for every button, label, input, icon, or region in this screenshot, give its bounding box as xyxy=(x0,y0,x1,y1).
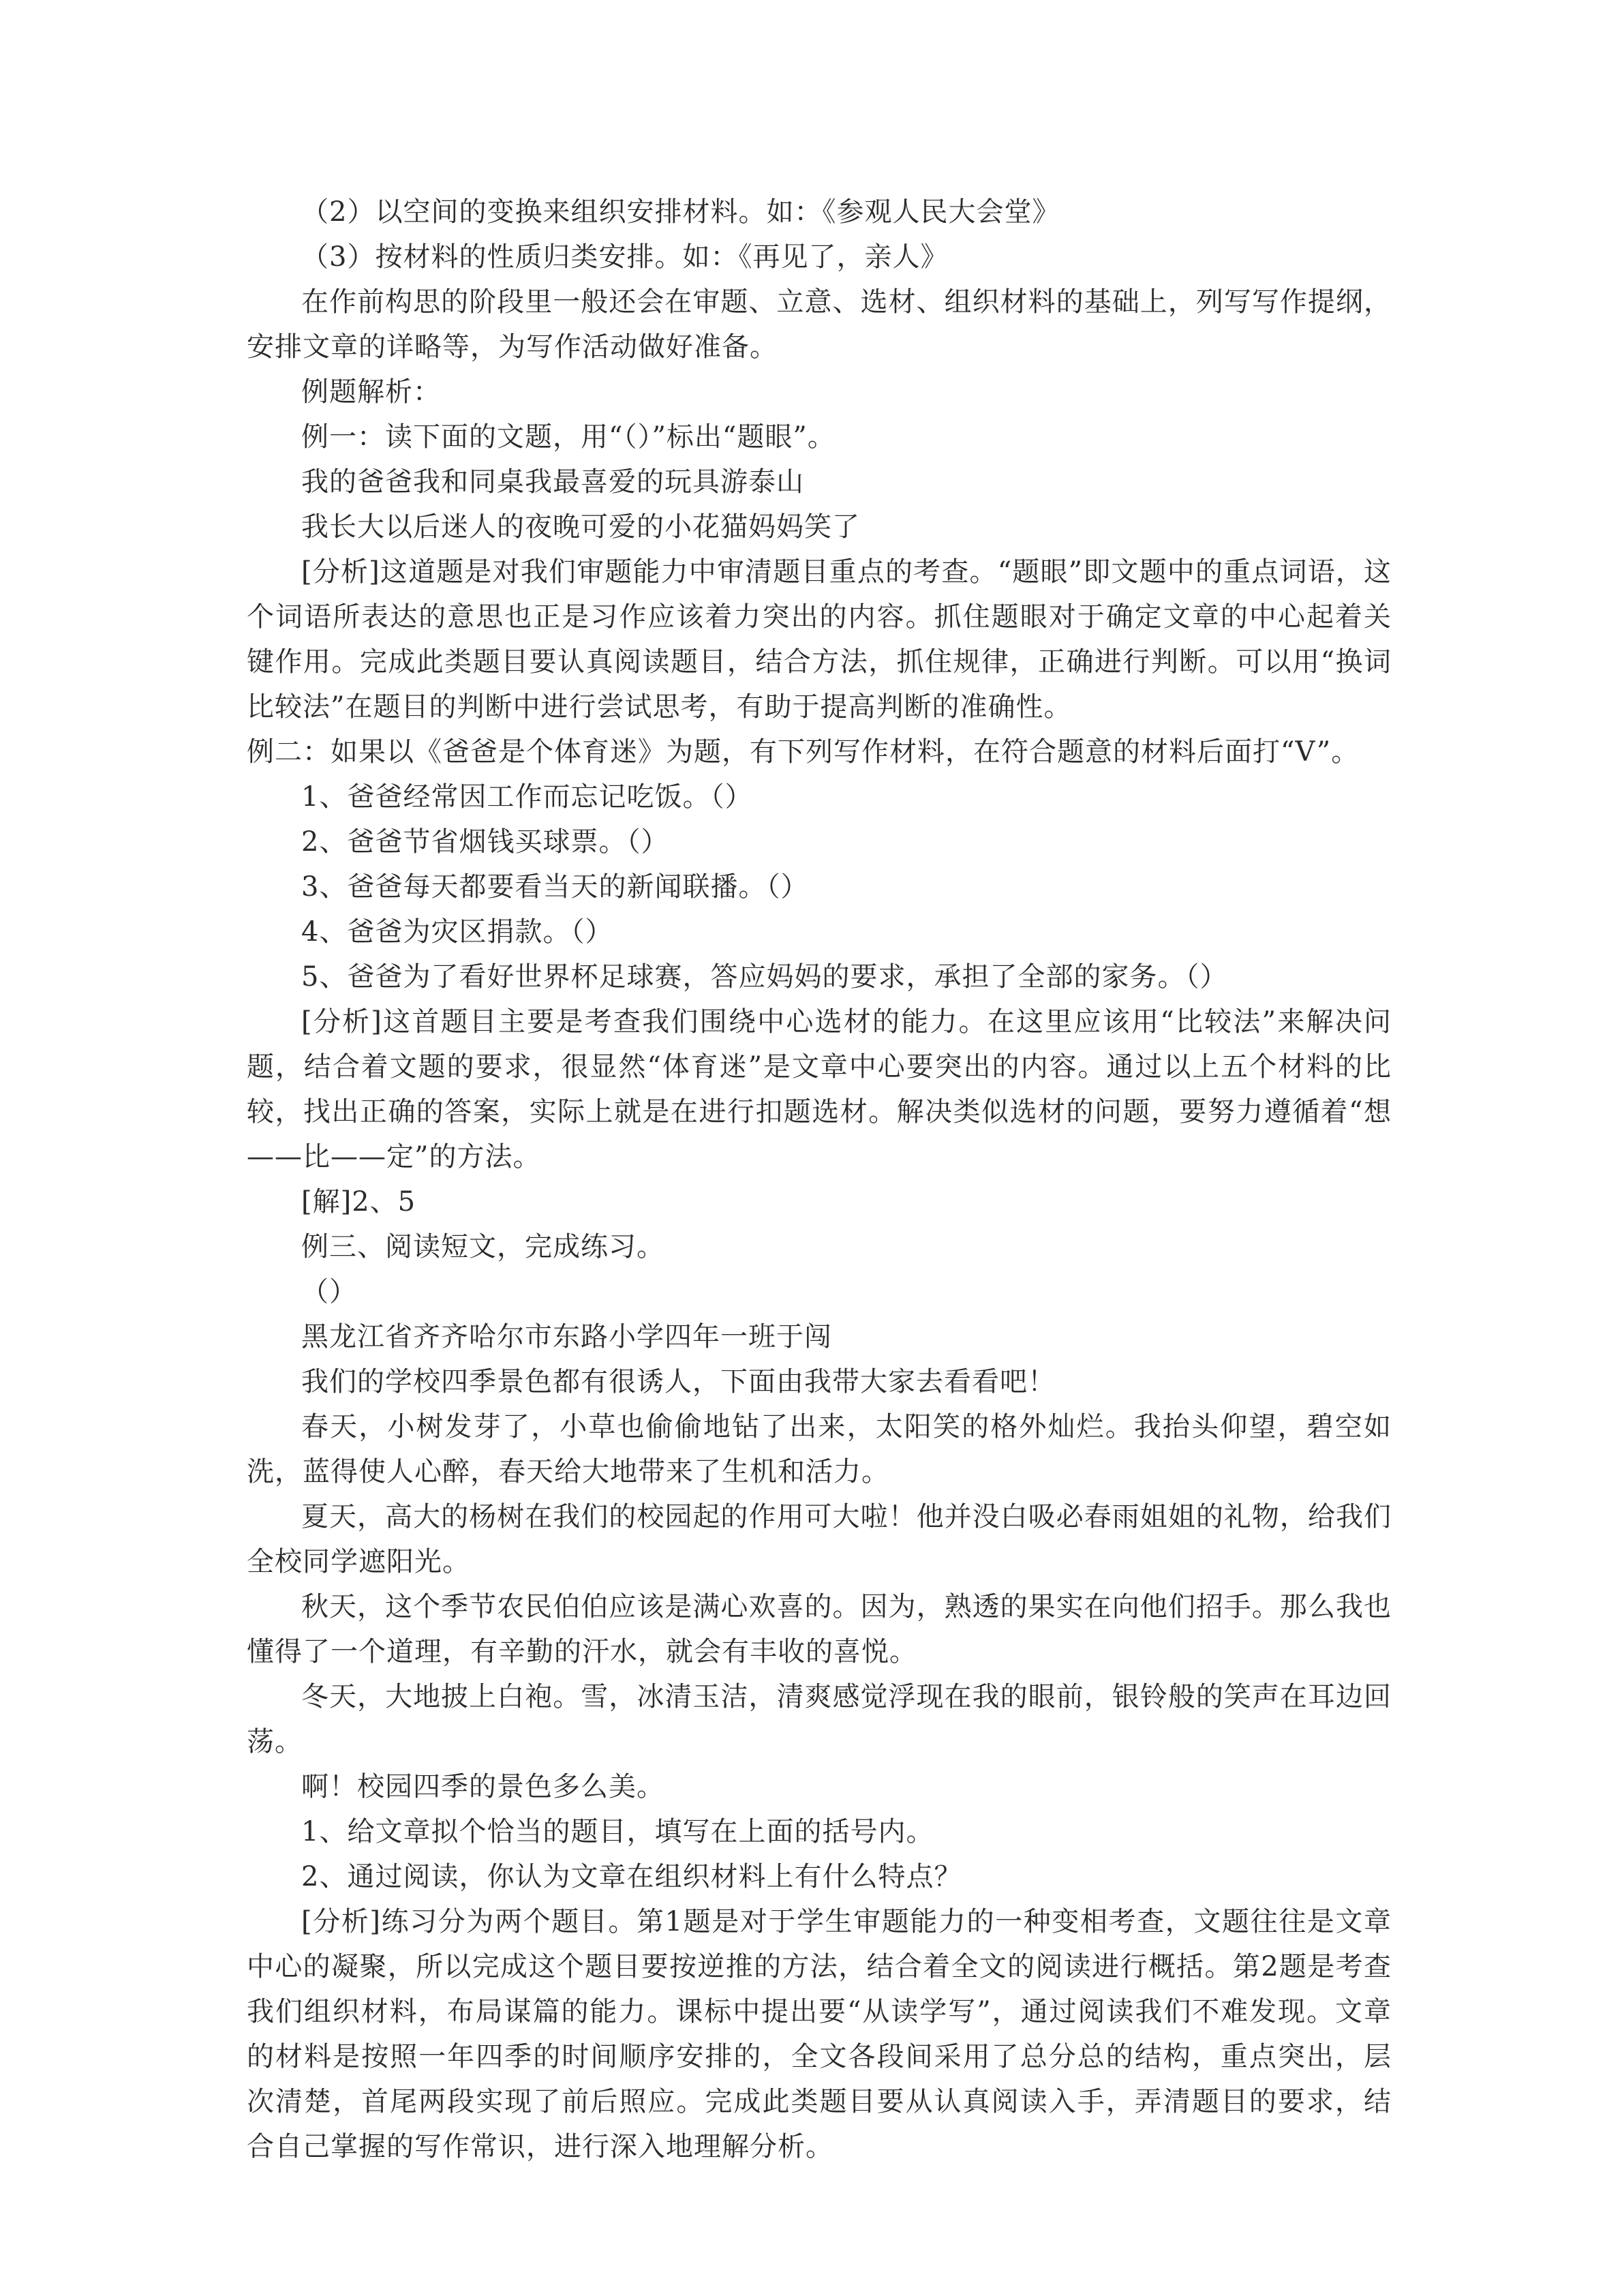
document-body xyxy=(247,190,1392,2169)
paragraph: 我们的学校四季景色都有很诱人，下面由我带大家去看看吧！ xyxy=(301,1366,1056,1398)
paragraph: （3）按材料的性质归类安排。如：《再见了，亲人》 xyxy=(301,241,949,273)
paragraph: 4、爸爸为灾区捐款。（） xyxy=(301,916,613,948)
paragraph: 2、爸爸节省烟钱买球票。（） xyxy=(301,826,669,858)
paragraph: 1、爸爸经常因工作而忘记吃饭。（） xyxy=(301,781,753,813)
paragraph: 春天，小树发芽了，小草也偷偷地钻了出来，太阳笑的格外灿烂。我抬头仰望，碧空如洗，蓝得使人心醉，春天给大地带来了生机和活力。 xyxy=(247,1411,1392,1487)
paragraph: [分析]练习分为两个题目。第1题是对于学生审题能力的一种变相考查，文题往往是文章中心的凝聚，所以完成这个题目要按逆推的方法，结合着全文的阅读进行概括。第2题是考查我们组织材料，布局谋篇的能力。课标中提出要“从读学写”，通过阅读我们不难发现。文章的材料是按照一年四季的时间顺序安排的，全文各段间采用了总分总的结构，重点突出，层次清楚，首尾两段实现了前后照应。完成此类题目要从认真阅读入手，弄清题目的要求，结合自己掌握的写作常识，进行深入地理解分析。 xyxy=(247,1906,1392,2162)
paragraph: 秋天，这个季节农民伯伯应该是满心欢喜的。因为，熟透的果实在向他们招手。那么我也懂得了一个道理，有辛勤的汗水，就会有丰收的喜悦。 xyxy=(247,1591,1392,1667)
paragraph: （2）以空间的变换来组织安排材料。如：《参观人民大会堂》 xyxy=(301,196,1060,228)
paragraph: （） xyxy=(301,1276,357,1308)
paragraph: [分析]这首题目主要是考查我们围绕中心选材的能力。在这里应该用“比较法”来解决问题，结合着文题的要求，很显然“体育迷”是文章中心要突出的内容。通过以上五个材料的比较，找出正确的答案，实际上就是在进行扣题选材。解决类似选材的问题，要努力遵循着“想——比——定”的方法。 xyxy=(247,1006,1392,1173)
paragraph: 例题解析： xyxy=(301,376,441,408)
paragraph: 啊！校园四季的景色多么美。 xyxy=(301,1771,664,1802)
paragraph: 2、通过阅读，你认为文章在组织材料上有什么特点？ xyxy=(301,1861,962,1892)
paragraph: [分析]这道题是对我们审题能力中审清题目重点的考查。“题眼”即文题中的重点词语，这个词语所表达的意思也正是习作应该着力突出的内容。抓住题眼对于确定文章的中心起着关键作用。完成此类题目要认真阅读题目，结合方法，抓住规律，正确进行判断。可以用“换词比较法”在题目的判断中进行尝试思考，有助于提高判断的准确性。 xyxy=(247,556,1392,723)
paragraph: 1、给文章拟个恰当的题目，填写在上面的括号内。 xyxy=(301,1816,934,1847)
paragraph: 夏天，高大的杨树在我们的校园起的作用可大啦！他并没白吸必春雨姐姐的礼物，给我们全校同学遮阳光。 xyxy=(247,1501,1392,1577)
paragraph: 例二：如果以《爸爸是个体育迷》为题，有下列写作材料，在符合题意的材料后面打“V”。 xyxy=(247,736,1360,768)
paragraph: [解]2、5 xyxy=(301,1186,416,1218)
paragraph: 例一：读下面的文题，用“（）”标出“题眼”。 xyxy=(301,421,836,453)
paragraph: 在作前构思的阶段里一般还会在审题、立意、选材、组织材料的基础上，列写写作提纲，安排文章的详略等，为写作活动做好准备。 xyxy=(247,286,1392,363)
paragraph: 我的爸爸我和同桌我最喜爱的玩具游泰山 xyxy=(301,466,804,498)
paragraph: 我长大以后迷人的夜晚可爱的小花猫妈妈笑了 xyxy=(301,511,860,543)
paragraph: 黑龙江省齐齐哈尔市东路小学四年一班于闯 xyxy=(301,1321,832,1353)
paragraph: 3、爸爸每天都要看当天的新闻联播。（） xyxy=(301,871,809,903)
paragraph: 例三、阅读短文，完成练习。 xyxy=(301,1231,664,1263)
paragraph: 冬天，大地披上白袍。雪，冰清玉洁，清爽感觉浮现在我的眼前，银铃般的笑声在耳边回荡。 xyxy=(247,1681,1392,1757)
paragraph: 5、爸爸为了看好世界杯足球赛，答应妈妈的要求，承担了全部的家务。（） xyxy=(301,961,1228,993)
